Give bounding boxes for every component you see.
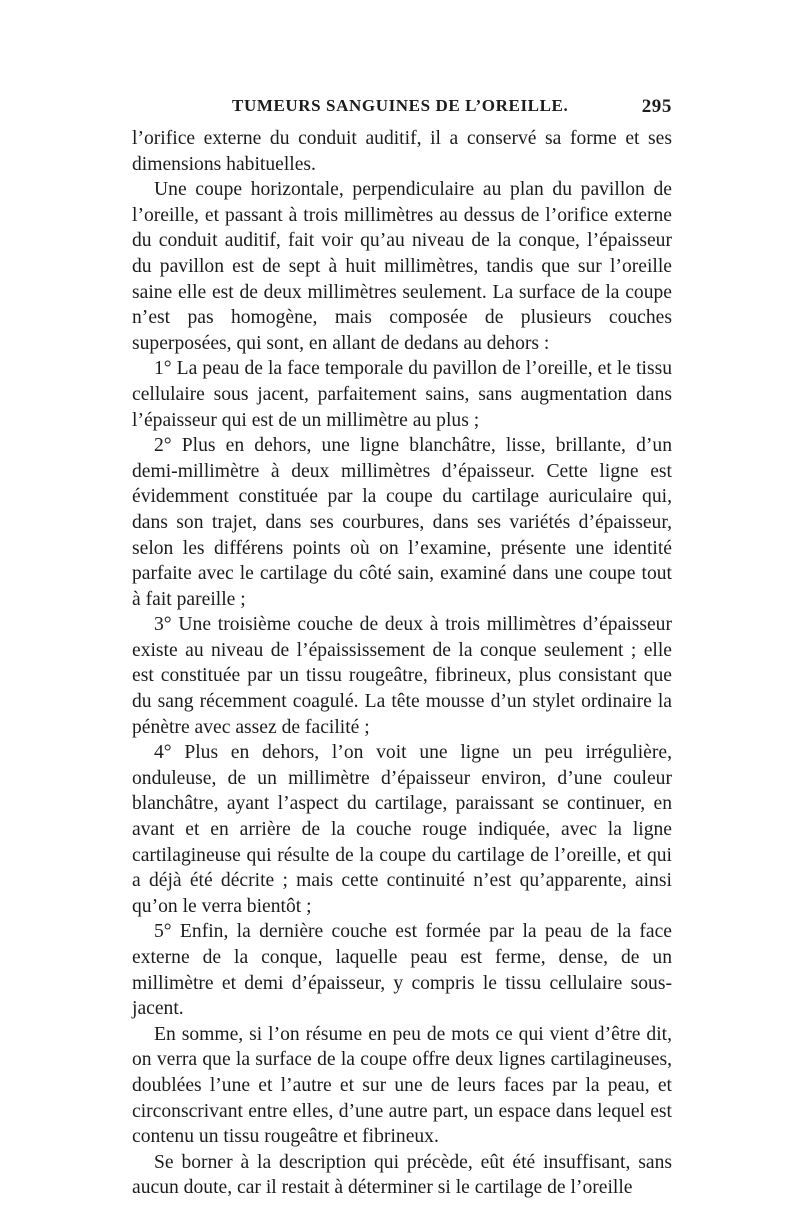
paragraph-horizontal-cut: Une coupe horizontale, perpendiculaire au plan du pavillon de l’oreille, et passant à trois millimètres au dessus de l’orifice externe du conduit auditif, fait voir qu’au niveau de la conque, l’épaisseur du pavillon est de sept à huit millimètres, tandis que sur l’oreille saine elle est de deux millimètres seulement. La surface de la coupe n’est pas homogène, mais composée de plusieurs couches superposées, qui sont, en allant de dedans au dehors : bbox=[132, 179, 672, 354]
paragraph-layer-3: 3° Une troisième couche de deux à trois millimètres d’épaisseur existe au niveau de l’épaississement de la conque seulement ; elle est constituée par un tissu rougeâtre, fibrineux, plus consistant que du sang récemment coagulé. La tête mousse d’un stylet ordinaire la pénètre avec assez de facilité ; bbox=[132, 614, 672, 738]
paragraph-layer-2: 2° Plus en dehors, une ligne blanchâtre, lisse, brillante, d’un demi-millimètre à deux millimètres d’épaisseur. Cette ligne est évidemment constituée par la coupe du cartilage auriculaire qui, dans son trajet, dans ses courbures, dans ses variétés d’épaisseur, selon les différens points où on l’examine, présente une identité parfaite avec le cartilage du côté sain, examiné dans une coupe tout à fait pareille ; bbox=[132, 435, 672, 610]
running-title: TUMEURS SANGUINES DE L’OREILLE. bbox=[232, 96, 569, 115]
paragraph-layer-4: 4° Plus en dehors, l’on voit une ligne un peu irrégulière, onduleuse, de un millimètre d’épaisseur environ, d’une couleur blanchâtre, ayant l’aspect du cartilage, paraissant se continuer, en avant et en arrière de la couche rouge indiquée, avec la ligne cartilagineuse qui résulte de la coupe du cartilage de l’oreille, et qui a déjà été décrite ; mais cette continuité n’est qu’apparente, ainsi qu’on le verra bientôt ; bbox=[132, 742, 672, 917]
book-page bbox=[132, 96, 672, 1201]
paragraph-summary: En somme, si l’on résume en peu de mots ce qui vient d’être dit, on verra que la surface de la coupe offre deux lignes cartilagineuses, doublées l’une et l’autre et sur une de leurs faces par la peau, et circonscrivant entre elles, d’une autre part, un espace dans lequel est contenu un tissu rougeâtre et fibrineux. bbox=[132, 1023, 672, 1148]
running-head bbox=[132, 96, 672, 122]
page-number: 295 bbox=[641, 96, 672, 117]
paragraph-continued: l’orifice externe du conduit auditif, il a conservé sa forme et ses dimensions habituelles. bbox=[132, 128, 672, 175]
paragraph-layer-1: 1° La peau de la face temporale du pavillon de l’oreille, et le tissu cellulaire sous jacent, parfaitement sains, sans augmentation dans l’épaisseur qui est de un millimètre au plus ; bbox=[132, 358, 672, 431]
body-text bbox=[132, 126, 672, 1201]
paragraph-layer-5: 5° Enfin, la dernière couche est formée par la peau de la face externe de la conque, laquelle peau est ferme, dense, de un millimètre et demi d’épaisseur, y compris le tissu cellulaire sous-jacent. bbox=[132, 921, 672, 1020]
paragraph-final: Se borner à la description qui précède, eût été insuffisant, sans aucun doute, car il restait à déterminer si le cartilage de l’oreille bbox=[132, 1151, 672, 1199]
